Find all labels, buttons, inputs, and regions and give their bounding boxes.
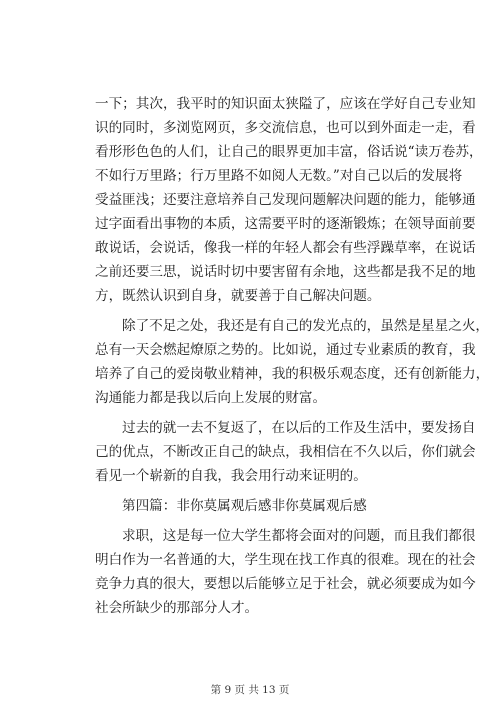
text-line: 看见一个崭新的自我，我会用行动来证明的。 [95,468,367,484]
text-line: 一下；其次，我平时的知识面太狭隘了，应该在学好自己专业知 [95,96,476,112]
paragraph-5 [95,524,476,620]
text-line: 受益匪浅；还要注意培养自己发现问题解决问题的能力，能够通 [95,192,476,208]
section-heading [95,494,427,518]
text-line: 求职，这是每一位大学生都将会面对的问题，而且我们都很 [122,528,476,544]
text-line: 社会所缺少的那部分人才。 [95,600,259,616]
page-footer: 第 9 页 共 13 页 [210,684,290,696]
text-line: 除了不足之处，我还是有自己的发光点的，虽然是星星之火， [122,318,490,334]
paragraph-3 [95,416,476,488]
text-line: 己的优点，不断改正自己的缺点，我相信在不久以后，你们就会 [95,444,476,460]
text-line: 明白作为一名普通的大，学生现在找工作真的很难。现在的社会 [95,552,476,568]
text-line: 总有一天会燃起燎原之势的。比如说，通过专业素质的教育，我 [95,342,476,358]
text-line: 竞争力真的很大，要想以后能够立足于社会，就必须要成为如今 [95,576,476,592]
paragraph-2 [95,314,490,410]
document-body [95,92,490,620]
text-line: 识的同时，多浏览网页，多交流信息，也可以到外面走一走，看 [95,120,476,136]
paragraph-1 [95,92,483,308]
text-line: 敢说话，会说话，像我一样的年轻人都会有些浮躁草率，在说话 [95,240,476,256]
text-line: 不如行万里路；行万里路不如阅人无数。”对自己以后的发展将 [95,168,463,184]
heading-text: 第四篇：非你莫属观后感非你莫属观后感 [122,498,367,514]
text-line: 之前还要三思，说话时切中要害留有余地，这些都是我不足的地 [95,264,476,280]
text-line: 过字面看出事物的本质，这需要平时的逐渐锻炼；在领导面前要 [95,216,476,232]
text-line: 方，既然认识到自身，就要善于自己解决问题。 [95,288,381,304]
text-line: 看形形色色的人们，让自己的眼界更加丰富，俗话说“读万卷苏， [95,144,483,160]
text-line: 沟通能力都是我以后向上发展的财富。 [95,390,327,406]
text-line: 过去的就一去不复返了，在以后的工作及生活中，要发扬自 [122,420,476,436]
text-line: 培养了自己的爱岗敬业精神，我的积极乐观态度，还有创新能力， [95,366,490,382]
